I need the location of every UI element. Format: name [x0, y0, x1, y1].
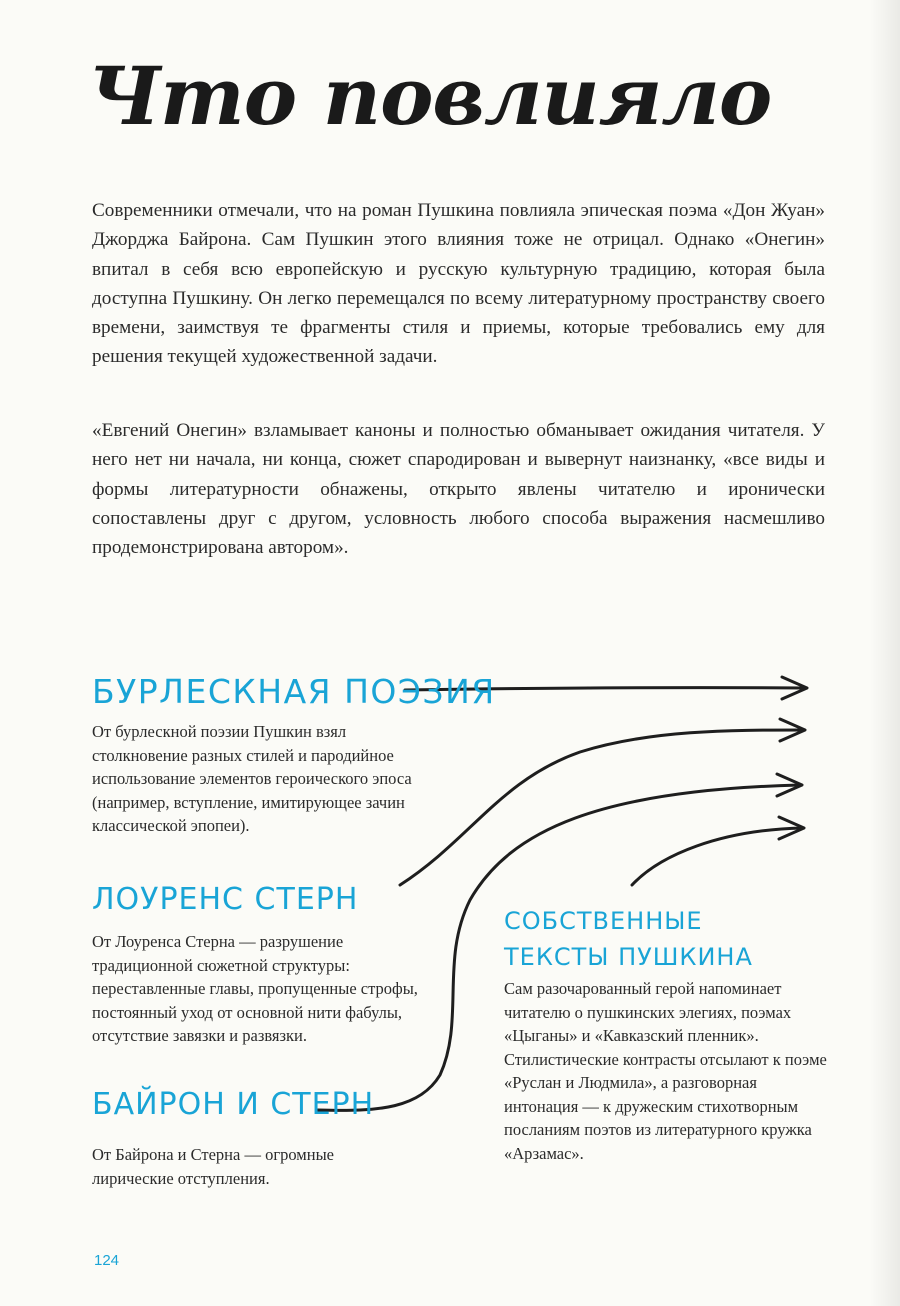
text-laurence-stern: От Лоуренса Стерна — разрушение традиционной сюжетной структуры: переставленные главы, пропущенные строфы, постоянный уход от основной нити фабулы, отсутствие завязки и развязки.	[92, 932, 418, 1045]
page-number: 124	[94, 1252, 120, 1269]
heading-burlesque-poetry: БУРЛЕСКНАЯ ПОЭЗИЯ	[92, 672, 496, 711]
arrow-own-texts	[632, 828, 802, 885]
text-byron-and-stern: От Байрона и Стерна — огромные лирические отступления.	[92, 1145, 334, 1188]
heading-own-texts-line1: СОБСТВЕННЫЕ	[504, 907, 703, 935]
heading-laurence-stern: ЛОУРЕНС СТЕРН	[92, 882, 359, 917]
heading-own-texts	[504, 903, 764, 975]
intro-paragraph-2: «Евгений Онегин» взламывает каноны и полностью обманывает ожидания читателя. У него нет ни начала, ни конца, сюжет спародирован и вывернут наизнанку, «все виды и формы литературности обнажены, открыто явлены читателю и иронически сопоставлены друг с другом, условность любого способа выражения насмешливо продемонстрирована автором».	[92, 420, 825, 559]
text-own-texts: Сам разочарованный герой напоминает читателю о пушкинских элегиях, поэмах «Цыганы» и «Кавказский пленник». Стилистические контрасты отсылают к поэме «Руслан и Людмила», а разговорная интонация — к дружеским стихотворным посланиям поэтов из литературного кружка «Арзамас».	[504, 979, 827, 1163]
text-burlesque-poetry: От бурлескной поэзии Пушкин взял столкновение разных стилей и пародийное использование элементов героического эпоса (например, вступление, имитирующее зачин классической эпопеи).	[92, 722, 412, 835]
intro-paragraph-1: Современники отмечали, что на роман Пушкина повлияла эпическая поэма «Дон Жуан» Джорджа Байрона. Сам Пушкин этого влияния тоже не отрицал. Однако «Онегин» впитал в себя всю европейскую и русскую культурную традицию, которая была доступна Пушкину. Он легко перемещался по всему литературному пространству своего времени, заимствуя те фрагменты стиля и приемы, которые требовались ему для решения текущей художественной задачи.	[92, 200, 825, 368]
arrow-stern	[400, 730, 803, 885]
page-title: Что повлияло	[88, 49, 772, 143]
heading-byron-and-stern: БАЙРОН И СТЕРН	[92, 1087, 375, 1122]
heading-own-texts-line2: ТЕКСТЫ ПУШКИНА	[504, 943, 753, 971]
